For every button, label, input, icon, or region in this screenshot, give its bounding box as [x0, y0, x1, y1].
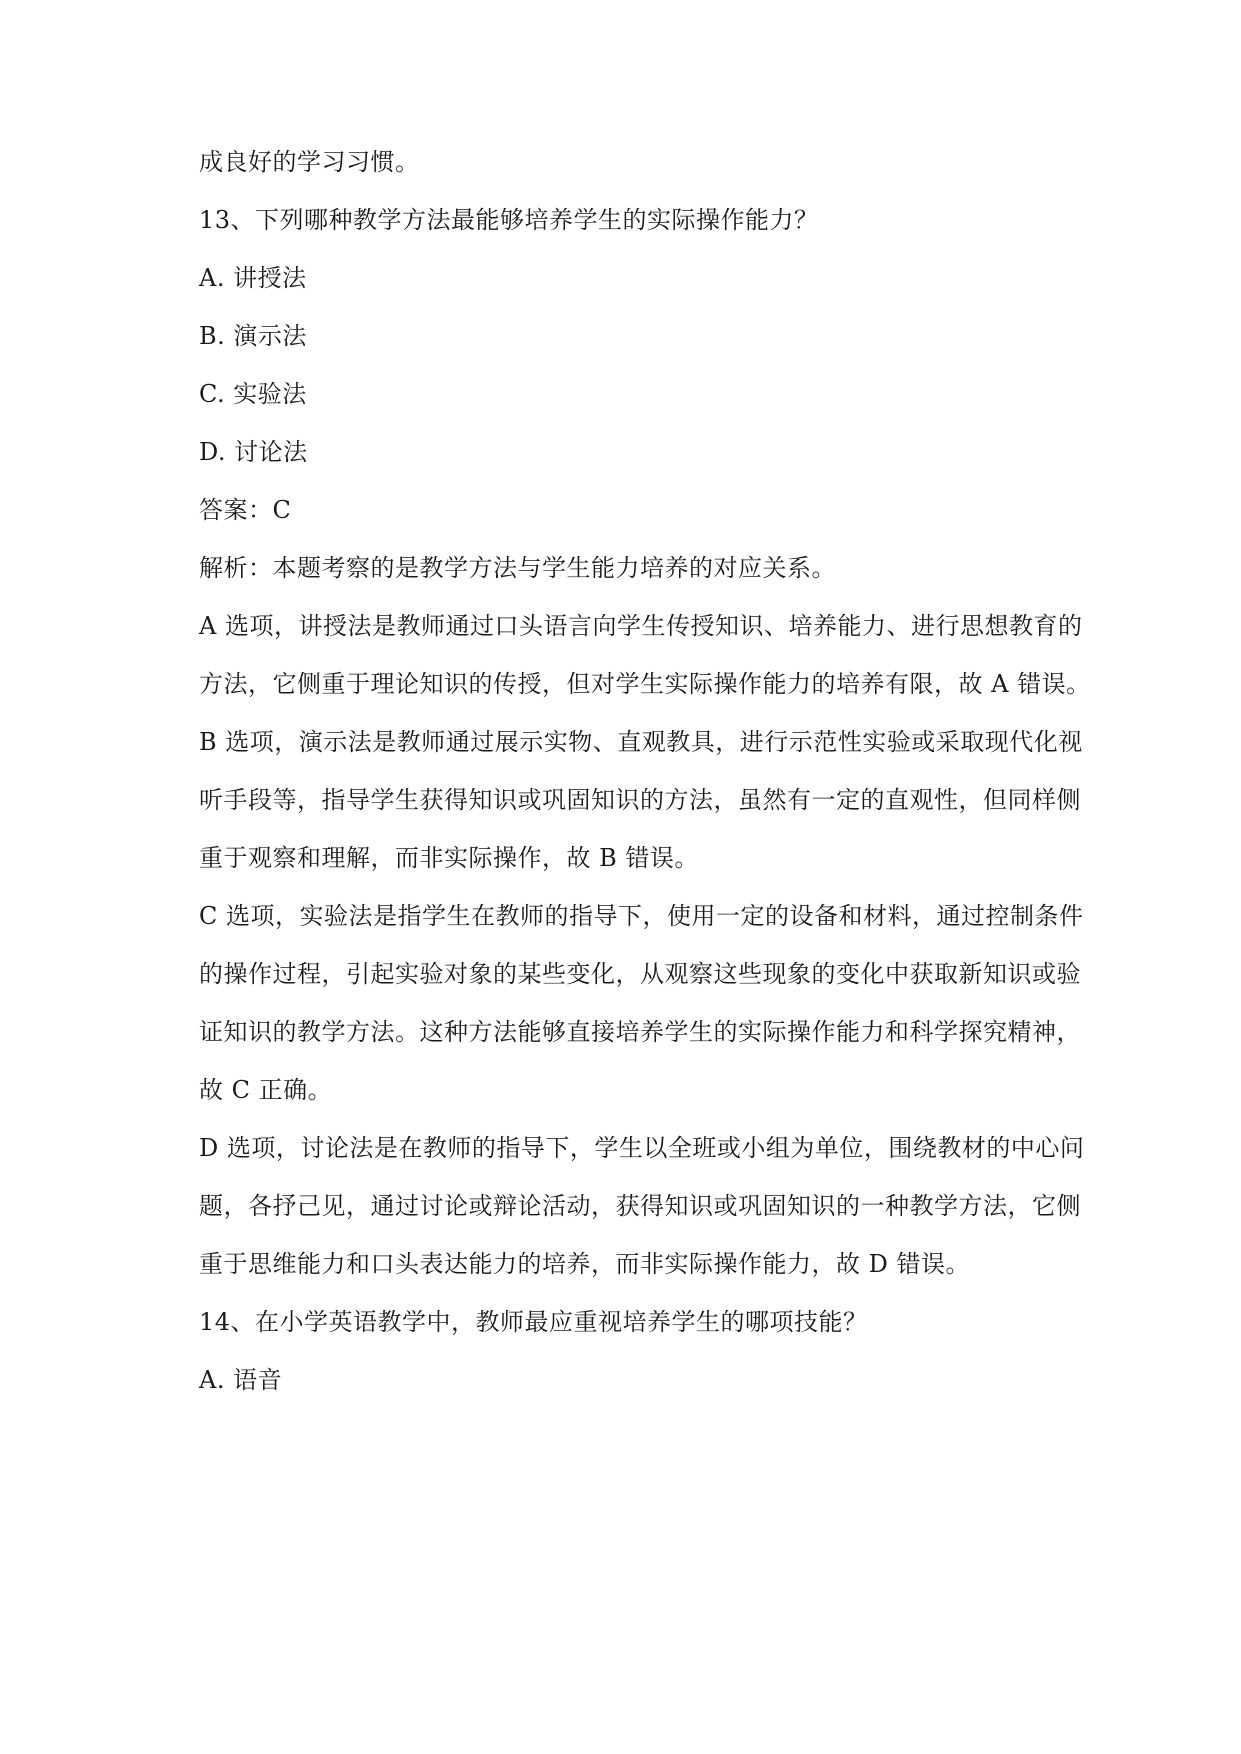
q13-analysis-a-line: A 选项，讲授法是教师通过口头语言向学生传授知识、培养能力、进行思想教育的 — [199, 612, 1083, 640]
q13-analysis-b-line: 重于观察和理解，而非实际操作，故 B 错误。 — [199, 844, 699, 872]
continuation-text: 成良好的学习习惯。 — [199, 148, 420, 176]
q13-analysis-c-line: C 选项，实验法是指学生在教师的指导下，使用一定的设备和材料，通过控制条件 — [199, 902, 1084, 930]
question-13: 13、下列哪种教学方法最能够培养学生的实际操作能力？ — [199, 206, 819, 234]
q13-answer: 答案：C — [199, 496, 292, 524]
q13-analysis-c-line: 证知识的教学方法。这种方法能够直接培养学生的实际操作能力和科学探究精神， — [199, 1018, 1081, 1046]
question-14: 14、在小学英语教学中，教师最应重视培养学生的哪项技能？ — [199, 1308, 868, 1336]
q13-option-a: A. 讲授法 — [199, 264, 307, 292]
q13-analysis-c-line: 故 C 正确。 — [199, 1076, 333, 1104]
q13-analysis-d-line: D 选项，讨论法是在教师的指导下，学生以全班或小组为单位，围绕教材的中心问 — [199, 1134, 1085, 1162]
q13-analysis-c-line: 的操作过程，引起实验对象的某些变化，从观察这些现象的变化中获取新知识或验 — [199, 960, 1081, 988]
q13-analysis-intro: 解析：本题考察的是教学方法与学生能力培养的对应关系。 — [199, 554, 836, 582]
q13-option-c: C. 实验法 — [199, 380, 307, 408]
q13-analysis-b-line: 听手段等，指导学生获得知识或巩固知识的方法，虽然有一定的直观性，但同样侧 — [199, 786, 1081, 814]
q13-analysis-a-line: 方法，它侧重于理论知识的传授，但对学生实际操作能力的培养有限，故 A 错误。 — [199, 670, 1091, 698]
q13-analysis-b-line: B 选项，演示法是教师通过展示实物、直观教具，进行示范性实验或采取现代化视 — [199, 728, 1083, 756]
q13-analysis-d-line: 重于思维能力和口头表达能力的培养，而非实际操作能力，故 D 错误。 — [199, 1250, 970, 1278]
q13-option-d: D. 讨论法 — [199, 438, 308, 466]
q13-option-b: B. 演示法 — [199, 322, 307, 350]
q14-option-a: A. 语音 — [199, 1366, 283, 1394]
q13-analysis-d-line: 题，各抒己见，通过讨论或辩论活动，获得知识或巩固知识的一种教学方法，它侧 — [199, 1192, 1081, 1220]
